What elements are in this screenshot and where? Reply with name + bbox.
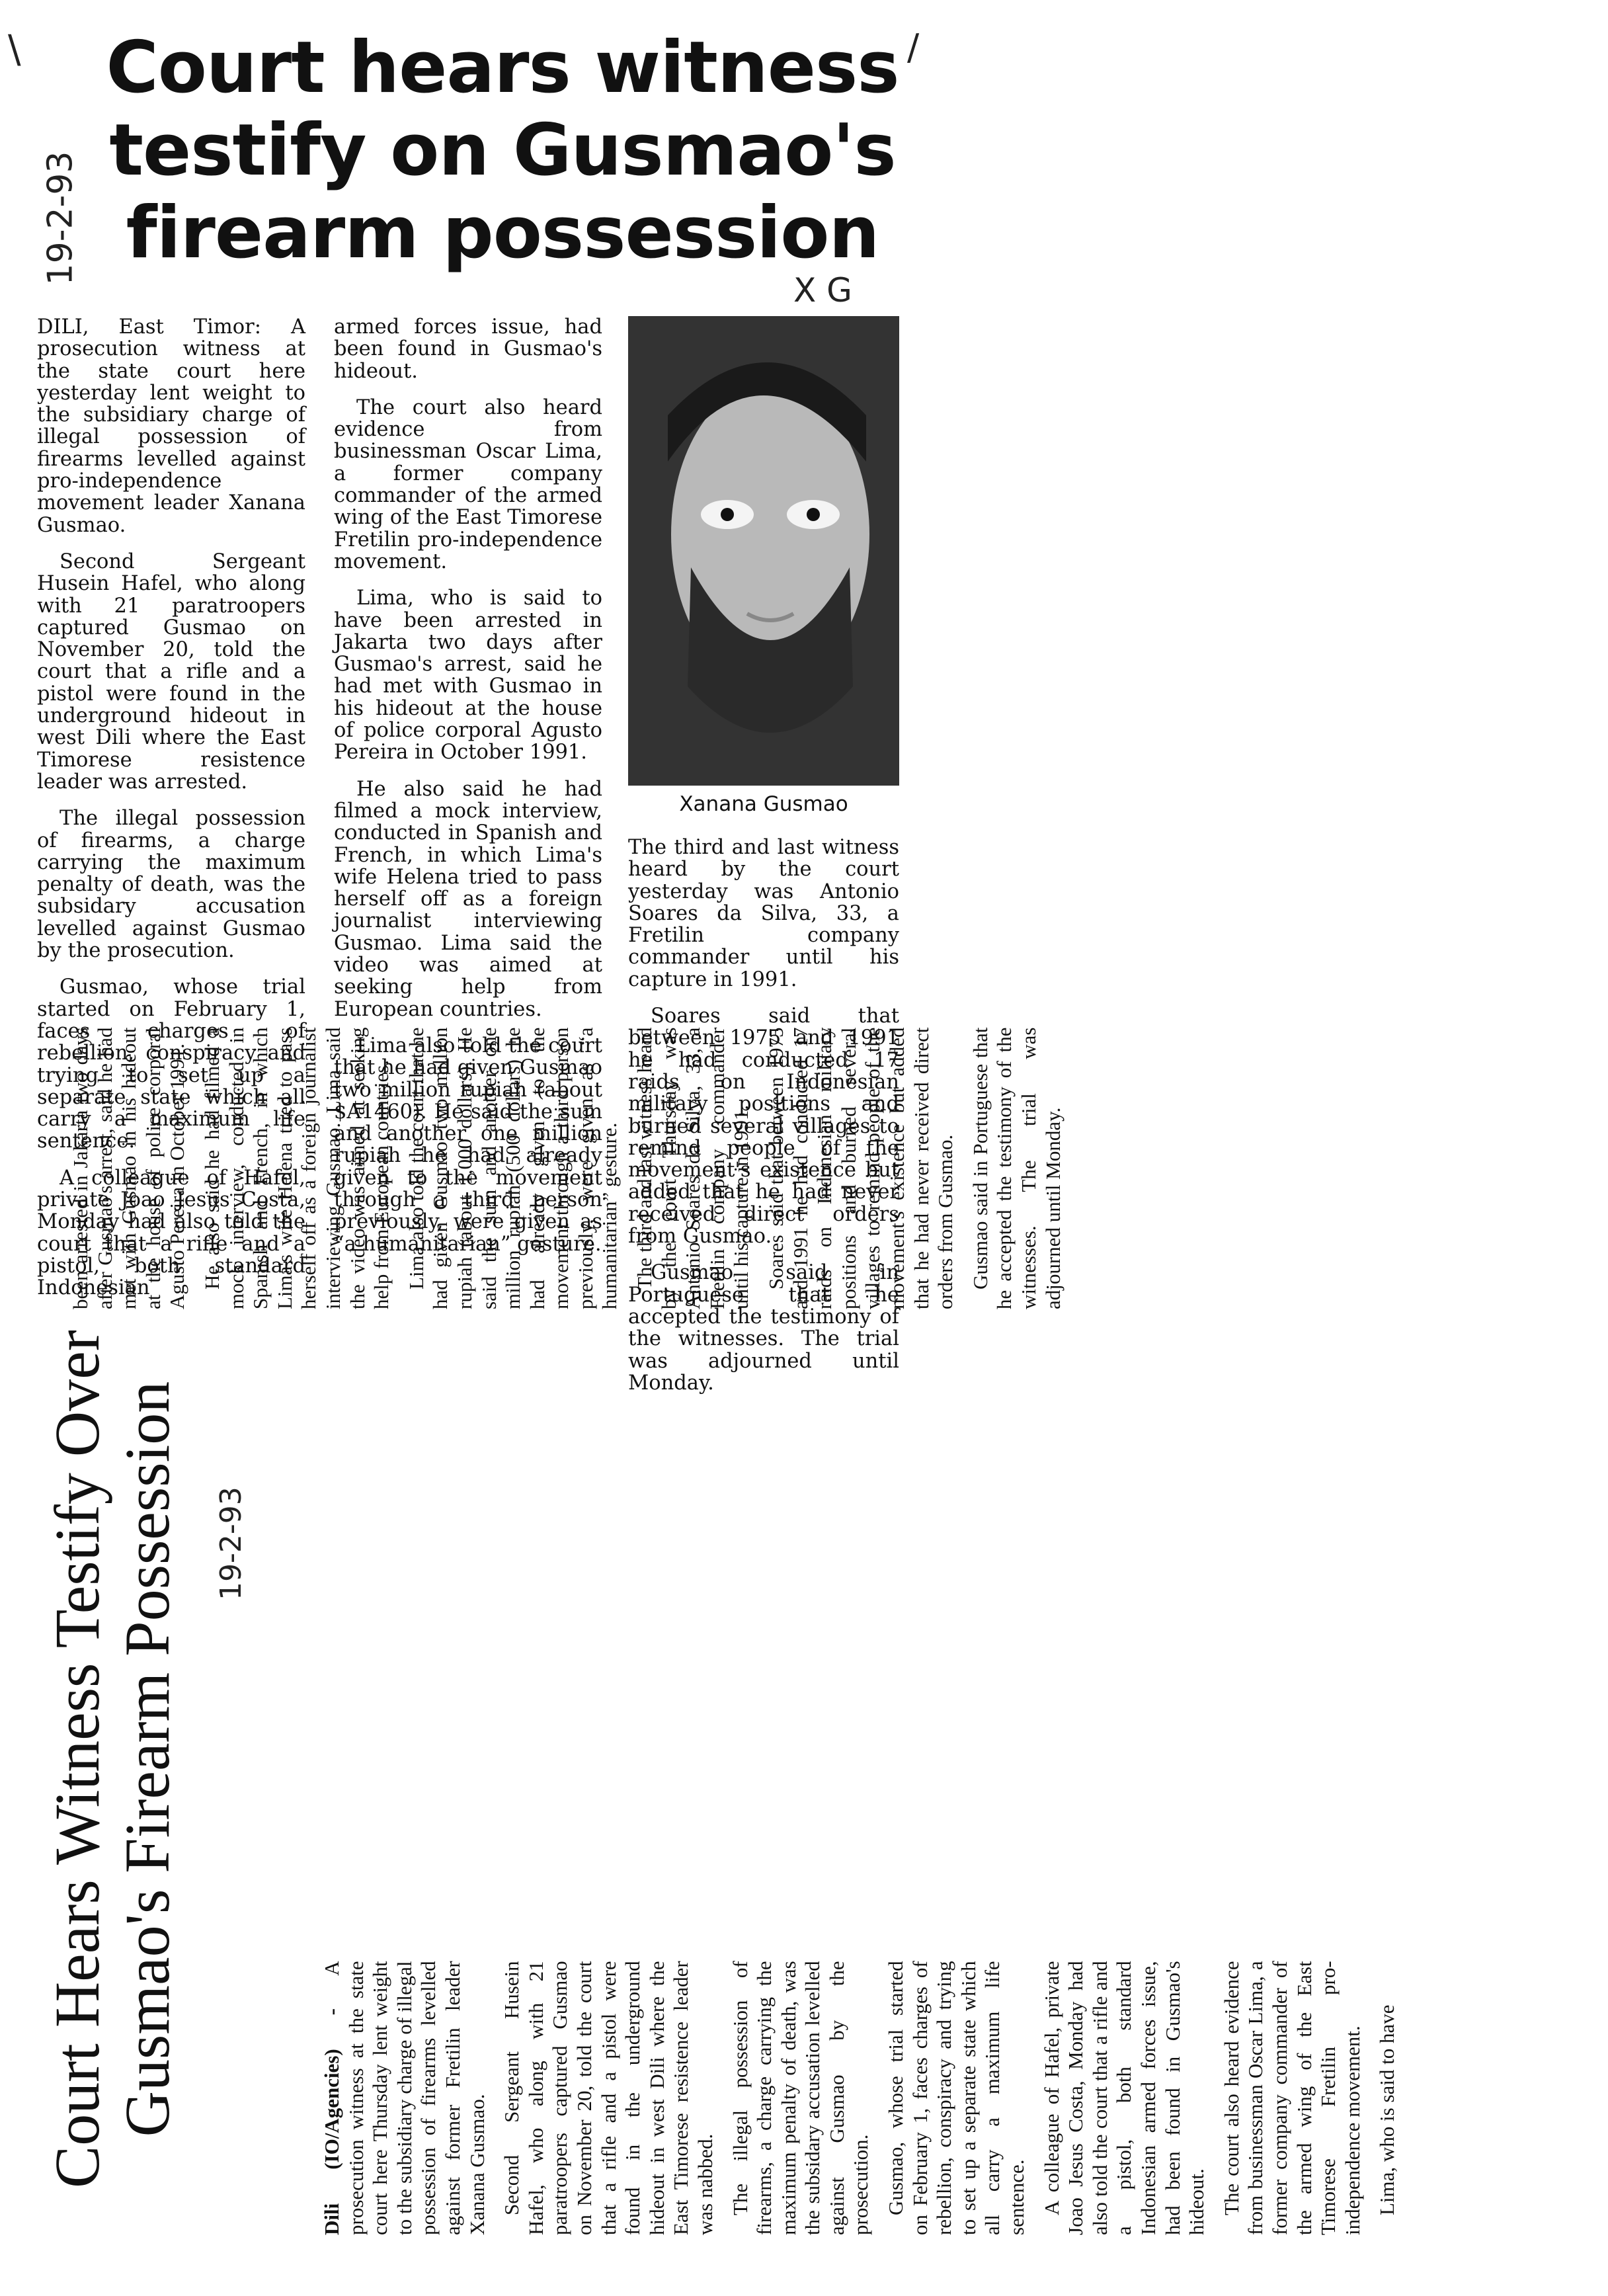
paragraph: Soares said that between 1975 and 1991 he had conducted 17 raids on Indonesian military positions and burned several villages to remind people of the movement's existence but added that he had never received direct orders from Gusmao. [628,1004,899,1249]
paragraph: The third and last witness heard by the court yesterday was Antonio Soares da Silva, 33, a Fretilin company commander until his capture in 1991. [628,836,899,991]
handwritten-date-2: 19-2-93 [214,1487,248,1600]
paragraph: The illegal possession of firearms, a charge carrying the maximum penalty of death, was the subsidary accusation levelled against Gusmao by the prosecution. [37,807,305,963]
paragraph-text: A prosecution witness at the state court here Thursday lent weight to the subsidiary charge of illegal possession of firearms levelled against former Fretilin leader Xanana Gusmao. [320,1961,489,2235]
paragraph: Gusmao said in Portuguese that he accepted the testimony of the witnesses. The trial was adjourned until Monday. [968,1027,1065,1309]
paragraph: The third and last witness heard by the court Thursday was Antonio Soares da Silva, 33, a Fretilin company commander until his capture in 1991. [633,1027,753,1309]
paragraph: Lima also told the court that he had given Gusmao two million rupiah (about 1,000 dollars). He said the sum and another one million rupiah (500 dollars) he had already given to the movement through a third person previously, were given as “a humanitarian” gesture. [404,1027,622,1309]
handwritten-initials: X G [793,271,852,309]
article-2-column-1 [320,1349,1411,2235]
paragraph: He also said he had filmed a mock interview, conducted in Spanish and French, in which Lima's wife Helena tried to pass herself off as a foreign journalist interviewing Gusmao. Lima said the video was aimed at seeking help from European countries. [200,1027,393,1309]
paragraph: The illegal possession of firearms, a charge carrying the maximum penalty of death, was the subsidary accusation levelled against Gusmao by the prosecution. [728,1961,873,2235]
paragraph: Lima, who is said to have [1375,2004,1399,2215]
paragraph: been arrested in Jakarta two days after Gusmao's arrest, said he had met with Gusmao in his hideout at the house of police corporal Agusto Pereira in October 1991. [69,1027,189,1309]
paragraph: Lima, who is said to have been arrested in Jakarta two days after Gusmao's arrest, said he had met with Gusmao in his hideout at the house of police corporal Agusto Pereira in October 1991. [334,587,602,764]
handwritten-date: 19-2-93 [40,151,81,286]
handwritten-mark-top-left: \ [8,26,21,71]
paragraph: Soares said that between 1975 and 1991 he had conducted 17 raids on Indonesian military positions and burned several villages to remind people of the movement's existence but added that he had never received direct orders from Gusmao. [764,1027,957,1309]
article-headline: Court hears witness testify on Gusmao's firearm possession [106,26,899,274]
paragraph: Gusmao, whose trial started on February 1, faces charges of rebellion, conspiracy and trying to set up a separate state which all carry a maximum life sentence. [37,975,305,1153]
paragraph: Second Sergeant Husein Hafel, who along with 21 paratroopers captured Gusmao on November 20, told the court that a rifle and a pistol were found in the underground hideout in west Dili where the East Timorese resistence leader was arrested. [37,550,305,794]
handwritten-mark-top-right: / [907,26,920,68]
paragraph: A colleague of Hafel, private Joao Jesus Costa, Monday had also told the court that a rifle and a pistol, both standard Indonesian [37,1166,305,1300]
article-2-headline: Court Hears Witness Testify Over Gusmao's Firearm Possession [42,1330,182,2188]
paragraph: DILI, East Timor: A prosecution witness at the state court here yesterday lent weight to the subsidiary charge of illegal possession of firearms levelled against pro-independence movement leader Xanana Gusmao. [37,315,305,537]
paragraph: Gusmao said in Portuguese that he accepted the testimony of the witnesses. The trial was adjourned until Monday. [628,1261,899,1395]
paragraph [320,1961,489,2235]
paragraph: He also said he had filmed a mock interview, conducted in Spanish and French, in which Lima's wife Helena tried to pass herself off as a foreign journalist interviewing Gusmao. Lima said the video was aimed at seeking help from European countries. [334,777,602,1021]
paragraph: Lima also told the court that he had given Gusmao two million rupiah (about $A1460). He said the sum and another one million rupiah he had already given to the movement through a third person previously, were given as “a humanitarian” gesture. [334,1034,602,1256]
paragraph: Gusmao, whose trial started on February 1, faces charges of rebellion, conspiracy and trying to set up a separate state which all carry a maximum life sentence. [884,1961,1029,2235]
paragraph: The court also heard evidence from businessman Oscar Lima, a former company commander of the armed wing of the East Timorese Fretilin pro-independence movement. [1219,1961,1364,2235]
paragraph: Second Sergeant Husein Hafel, who along with 21 paratroopers captured Gusmao on November 20, told the court that a rifle and a pistol were found in the underground hideout in west Dili where the East Timorese resistence leader was nabbed. [500,1961,717,2235]
paragraph: armed forces issue, had been found in Gusmao's hideout. [334,315,602,383]
rotated-clipping [42,60,1457,2262]
article-2-column-2 [69,86,1418,1309]
paragraph: The court also heard evidence from businessman Oscar Lima, a former company commander of the armed wing of the East Timorese Fretilin pro-independence movement. [334,395,602,573]
photo-caption: Xanana Gusmao [679,792,848,816]
dateline: Dili (IO/Agencies) - [320,2008,343,2235]
paragraph: A colleague of Hafel, private Joao Jesus Costa, Monday had also told the court that a rifle and a pistol, both standard Indonesian armed forces issue, had been found in Gusmao's hideout. [1039,1961,1209,2235]
